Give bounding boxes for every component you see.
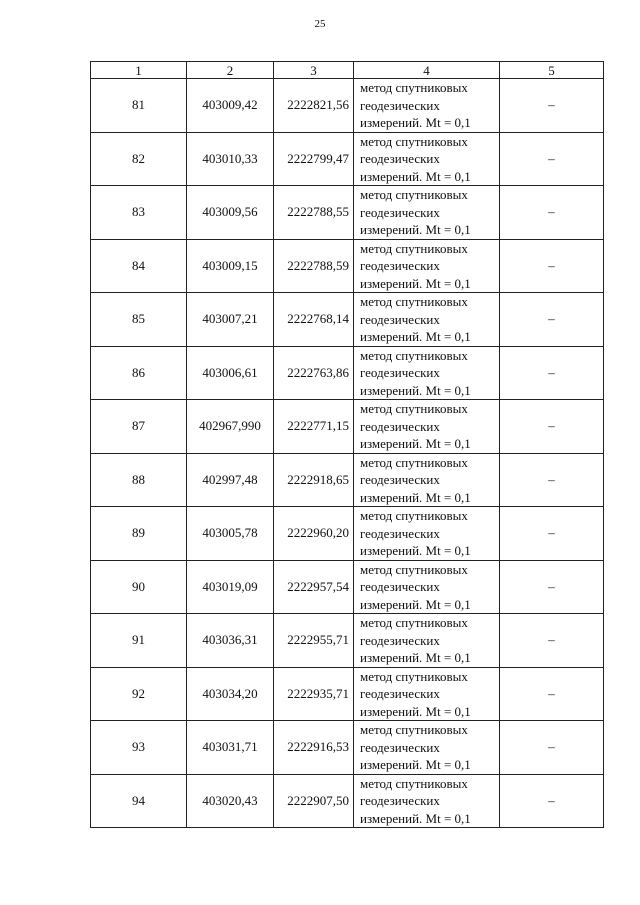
- method-cell: [354, 239, 500, 293]
- method-line: геодезических: [360, 311, 440, 327]
- coord-y: 2222763,86: [274, 346, 354, 400]
- coord-y: 2222935,71: [274, 667, 354, 721]
- note-cell: –: [500, 774, 604, 828]
- table-row: [91, 186, 604, 240]
- method-line: метод спутниковых: [360, 561, 468, 577]
- note-cell: –: [500, 507, 604, 561]
- column-header: 5: [500, 62, 604, 79]
- point-number: 89: [91, 507, 187, 561]
- coord-x: 403010,33: [187, 132, 274, 186]
- method-line: геодезических: [360, 204, 440, 220]
- method-line: метод спутниковых: [360, 775, 468, 791]
- method-line: измерений. Mt = 0,1: [360, 810, 471, 826]
- note-cell: –: [500, 186, 604, 240]
- page-number: 25: [314, 18, 326, 30]
- method-line: метод спутниковых: [360, 347, 468, 363]
- method-cell: [354, 560, 500, 614]
- note-cell: –: [500, 132, 604, 186]
- method-line: измерений. Mt = 0,1: [360, 115, 471, 130]
- note-cell: –: [500, 453, 604, 507]
- note-cell: –: [500, 346, 604, 400]
- point-number: 83: [91, 186, 187, 240]
- table-row: [91, 614, 604, 668]
- method-line: измерений. Mt = 0,1: [360, 596, 471, 612]
- point-number: 92: [91, 667, 187, 721]
- table-row: [91, 132, 604, 186]
- coord-y: 2222788,55: [274, 186, 354, 240]
- method-line: измерений. Mt = 0,1: [360, 757, 471, 772]
- coord-y: 2222768,14: [274, 293, 354, 347]
- column-header: 1: [91, 62, 187, 79]
- coord-y: 2222788,59: [274, 239, 354, 293]
- method-line: измерений. Mt = 0,1: [360, 489, 471, 505]
- coord-y: 2222960,20: [274, 507, 354, 561]
- method-line: геодезических: [360, 686, 440, 701]
- table-row: [91, 453, 604, 507]
- method-line: измерений. Mt = 0,1: [360, 650, 471, 665]
- point-number: 88: [91, 453, 187, 507]
- note-cell: –: [500, 239, 604, 293]
- table-row: [91, 667, 604, 721]
- table-row: [91, 400, 604, 454]
- method-line: геодезических: [360, 151, 440, 166]
- method-line: метод спутниковых: [360, 187, 468, 202]
- table-body: [91, 79, 604, 828]
- coord-x: 403005,78: [187, 507, 274, 561]
- method-line: геодезических: [360, 632, 440, 648]
- method-cell: [354, 507, 500, 561]
- column-header: 2: [187, 62, 274, 79]
- point-number: 82: [91, 132, 187, 186]
- coord-y: 2222771,15: [274, 400, 354, 454]
- column-header: 3: [274, 62, 354, 79]
- table-row: [91, 346, 604, 400]
- coord-x: 403036,31: [187, 614, 274, 668]
- method-cell: [354, 346, 500, 400]
- method-cell: [354, 774, 500, 828]
- point-number: 84: [91, 239, 187, 293]
- method-line: измерений. Mt = 0,1: [360, 222, 471, 237]
- method-line: измерений. Mt = 0,1: [360, 168, 471, 184]
- column-header: 4: [354, 62, 500, 79]
- method-line: метод спутниковых: [360, 133, 468, 149]
- coord-y: 2222955,71: [274, 614, 354, 668]
- table-row: [91, 239, 604, 293]
- point-number: 91: [91, 614, 187, 668]
- table-header-row: [91, 62, 604, 79]
- method-line: геодезических: [360, 365, 440, 380]
- point-number: 87: [91, 400, 187, 454]
- method-line: метод спутниковых: [360, 722, 468, 737]
- coord-x: 402967,990: [187, 400, 274, 454]
- method-line: метод спутниковых: [360, 668, 468, 684]
- table-row: [91, 293, 604, 347]
- note-cell: –: [500, 614, 604, 668]
- method-line: метод спутниковых: [360, 615, 468, 630]
- method-line: геодезических: [360, 579, 440, 594]
- coordinates-table: [90, 61, 604, 828]
- coord-y: 2222907,50: [274, 774, 354, 828]
- method-cell: [354, 667, 500, 721]
- method-line: геодезических: [360, 418, 440, 434]
- coord-x: 403031,71: [187, 721, 274, 775]
- method-line: измерений. Mt = 0,1: [360, 275, 471, 291]
- method-line: измерений. Mt = 0,1: [360, 382, 471, 398]
- method-line: измерений. Mt = 0,1: [360, 703, 471, 719]
- point-number: 85: [91, 293, 187, 347]
- method-cell: [354, 132, 500, 186]
- coord-x: 403009,56: [187, 186, 274, 240]
- coord-y: 2222918,65: [274, 453, 354, 507]
- coord-x: 403006,61: [187, 346, 274, 400]
- point-number: 93: [91, 721, 187, 775]
- table-row: [91, 721, 604, 775]
- method-line: метод спутниковых: [360, 80, 468, 95]
- coord-x: 403009,42: [187, 79, 274, 133]
- method-cell: [354, 186, 500, 240]
- point-number: 90: [91, 560, 187, 614]
- method-line: метод спутниковых: [360, 454, 468, 470]
- note-cell: –: [500, 79, 604, 133]
- coord-y: 2222957,54: [274, 560, 354, 614]
- table-row: [91, 79, 604, 133]
- method-cell: [354, 721, 500, 775]
- method-line: геодезических: [360, 739, 440, 755]
- table-row: [91, 560, 604, 614]
- method-line: метод спутниковых: [360, 508, 468, 523]
- coord-x: 403009,15: [187, 239, 274, 293]
- coord-x: 403020,43: [187, 774, 274, 828]
- note-cell: –: [500, 721, 604, 775]
- note-cell: –: [500, 560, 604, 614]
- coord-y: 2222799,47: [274, 132, 354, 186]
- method-line: измерений. Mt = 0,1: [360, 436, 471, 451]
- method-line: измерений. Mt = 0,1: [360, 543, 471, 558]
- coord-x: 403007,21: [187, 293, 274, 347]
- method-line: метод спутниковых: [360, 294, 468, 309]
- method-cell: [354, 453, 500, 507]
- coord-x: 403019,09: [187, 560, 274, 614]
- note-cell: –: [500, 293, 604, 347]
- point-number: 94: [91, 774, 187, 828]
- coord-y: 2222916,53: [274, 721, 354, 775]
- method-cell: [354, 293, 500, 347]
- method-line: геодезических: [360, 793, 440, 808]
- method-line: измерений. Mt = 0,1: [360, 329, 471, 344]
- method-line: геодезических: [360, 525, 440, 541]
- note-cell: –: [500, 667, 604, 721]
- coord-x: 403034,20: [187, 667, 274, 721]
- table-row: [91, 774, 604, 828]
- method-line: геодезических: [360, 258, 440, 273]
- method-cell: [354, 400, 500, 454]
- point-number: 86: [91, 346, 187, 400]
- method-line: метод спутниковых: [360, 240, 468, 256]
- method-line: геодезических: [360, 97, 440, 113]
- coord-y: 2222821,56: [274, 79, 354, 133]
- coord-x: 402997,48: [187, 453, 274, 507]
- method-cell: [354, 79, 500, 133]
- method-line: геодезических: [360, 472, 440, 487]
- table-row: [91, 507, 604, 561]
- note-cell: –: [500, 400, 604, 454]
- point-number: 81: [91, 79, 187, 133]
- method-cell: [354, 614, 500, 668]
- method-line: метод спутниковых: [360, 401, 468, 416]
